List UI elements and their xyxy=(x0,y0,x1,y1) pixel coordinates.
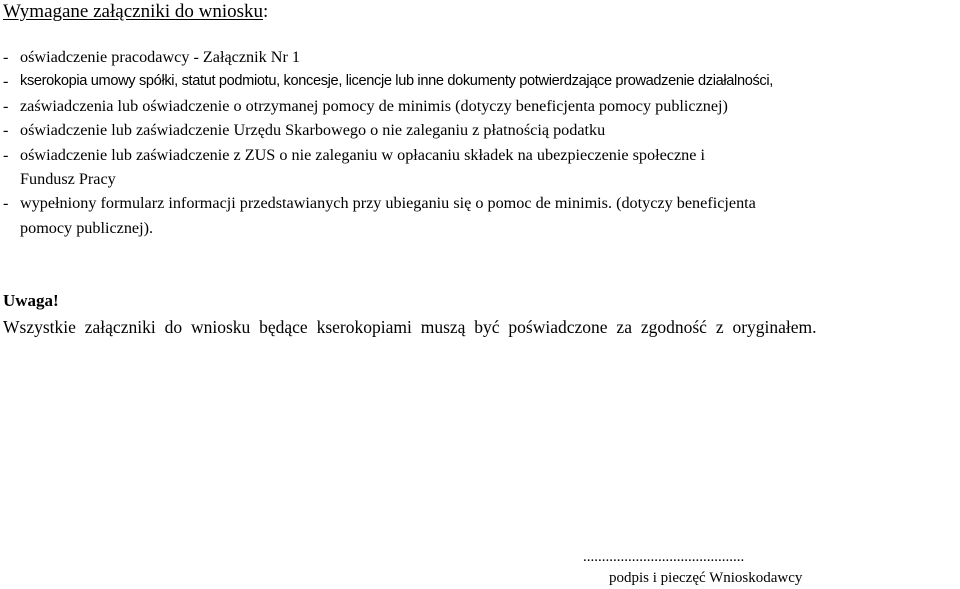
list-dash: - xyxy=(3,96,9,115)
signature-label: podpis i pieczęć Wnioskodawcy xyxy=(609,570,803,586)
list-item xyxy=(3,191,958,240)
list-dash: - xyxy=(3,48,9,66)
list-item xyxy=(3,118,958,142)
list-item-text-continued: pomocy publicznej). xyxy=(20,218,154,237)
note-title: Uwaga! xyxy=(3,291,59,310)
heading-colon: : xyxy=(263,1,269,22)
list-dash: - xyxy=(3,121,9,140)
list-item-text: kserokopia umowy spółki, statut podmiotu, koncesje, licencje lub inne dokumenty potwierdzające prowadzenie działalności, xyxy=(20,73,773,90)
heading-title: Wymagane załączniki do wniosku xyxy=(3,1,264,22)
list-dash: - xyxy=(3,145,9,164)
signature-line: ........................................... xyxy=(583,549,745,565)
list-item xyxy=(3,45,958,69)
list-dash: - xyxy=(3,72,9,91)
page-heading xyxy=(3,0,268,24)
list-item xyxy=(3,94,958,118)
list-item-text: zaświadczenia lub oświadczenie o otrzymanej pomocy de minimis (dotyczy beneficjenta pomocy publicznej) xyxy=(20,96,728,115)
list-item xyxy=(3,143,958,192)
list-item-text-continued: Fundusz Pracy xyxy=(20,170,116,189)
requirements-list xyxy=(3,45,958,240)
list-item-text: oświadczenie lub zaświadczenie z ZUS o nie zaleganiu w opłacaniu składek na ubezpieczenie społeczne i xyxy=(20,145,705,164)
list-item-text: oświadczenie pracodawcy - Załącznik Nr 1 xyxy=(20,48,300,66)
list-item xyxy=(3,69,958,93)
note-text: Wszystkie załączniki do wniosku będące kserokopiami muszą być poświadczone za zgodność z oryginałem. xyxy=(3,317,817,337)
list-dash: - xyxy=(3,194,9,213)
list-item-text: wypełniony formularz informacji przedstawianych przy ubieganiu się o pomoc de minimis. (dotyczy beneficjenta xyxy=(20,194,756,213)
list-item-text: oświadczenie lub zaświadczenie Urzędu Skarbowego o nie zaleganiu z płatnością podatku xyxy=(20,121,606,140)
